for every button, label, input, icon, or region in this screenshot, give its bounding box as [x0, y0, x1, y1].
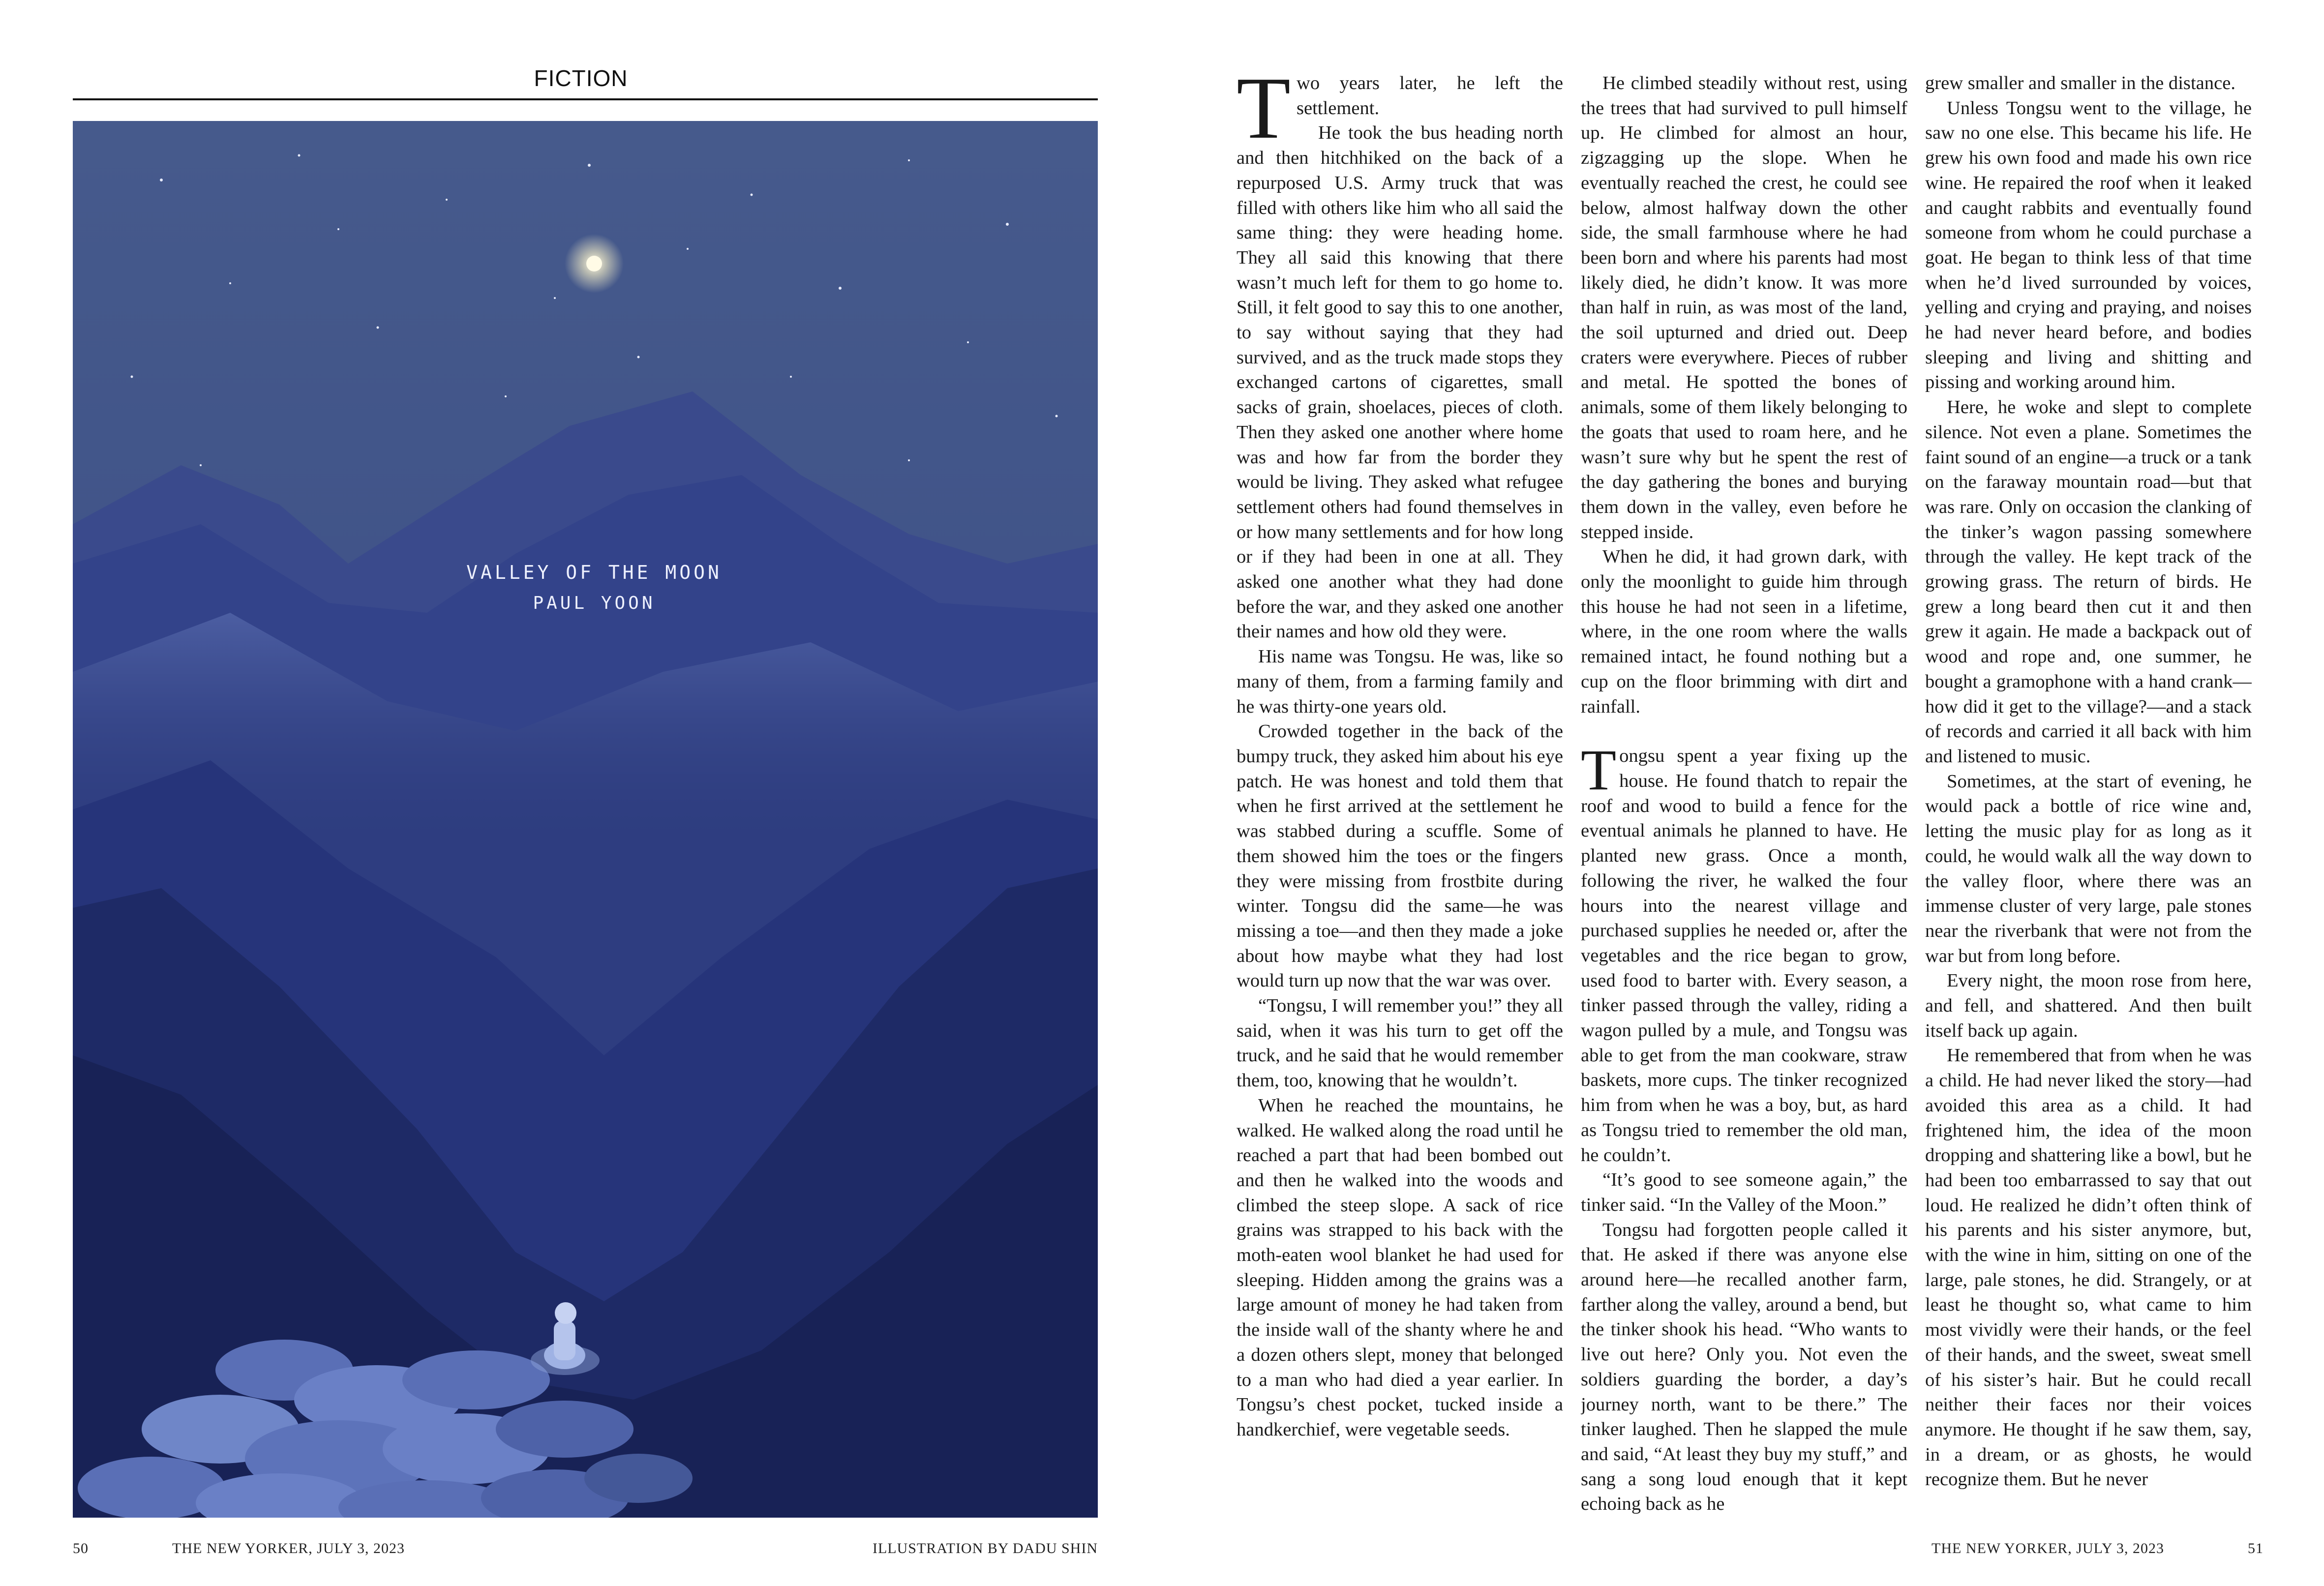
publication-left: THE NEW YORKER, JULY 3, 2023	[172, 1540, 405, 1556]
night-mountain-illustration	[73, 121, 1098, 1518]
paragraph: Two years later, he left the settlement.	[1237, 71, 1563, 157]
paragraph: Tongsu spent a year fixing up the house. He found thatch to repair the roof and wood to build a fence for the eventual animals he planned to have. He planted new grass. Once a month, following the river, he walked the four hours into the nearest village and purchased supplies he needed or, after the vegetables and the rice began to grow, used food to barter with. Every season, a tinker passed through the valley, riding a wagon pulled by a mule, and Tongsu was able to get from the man cookware, straw baskets, more cups. The tinker recognized him from when he was a boy, but, as hard as Tongsu tried to remember the old man, he couldn’t.	[1581, 738, 1907, 1166]
paragraph: Sometimes, at the start of evening, he would pack a bottle of rice wine and, letting the music play for as long as it could, he would walk all the way down to the valley floor, where there was an immense cluster of very large, pale stones near the riverbank that were not from the war but from long before.	[1925, 771, 2252, 966]
paragraph: His name was Tongsu. He was, like so many of them, from a farming family and he was thirty-one years old.	[1237, 646, 1563, 717]
paragraph: He took the bus heading north and then hitchhiked on the back of a repurposed U.S. Army truck that was filled with others like him who all said the same thing: they were heading home. They all said this knowing that there wasn’t much left for them to go home to. Still, it felt good to say this to one another, to say without saying that they had survived, and as the truck made stops they exchanged cartons of cigarettes, small sacks of grain, shoelaces, pieces of cloth. Then they asked one another where home was and how far from the border they would be living. They asked what refugee settlement others had found themselves in or how many settlements and for how long or if they had been in one at all. They asked one another what they had done before the war, and they asked one another their names and how old they were.	[1237, 122, 1563, 642]
paragraph: He remembered that from when he was a child. He had never liked the story—had avoided this area as a child. It had frightened him, the idea of the moon dropping and shattering like a bowl, but he had been too embarrassed to say that out loud. He realized he didn’t often think of his parents and his sister anymore, but, with the wine in him, sitting on one of the large, pale stones, he did. Strangely, or at least he thought so, what came to him most vividly were their hands, or the feel of their hands, and the sweet, sweat smell of his sister’s hair. But he could recall neither their faces nor their voices anymore. He thought if he saw them, say, in a dream, or as ghosts, he would recognize them. But he never	[1925, 1045, 2252, 1490]
illustration-credit: ILLUSTRATION BY DADU SHIN	[872, 1540, 1098, 1556]
paragraph: He climbed steadily without rest, using the trees that had survived to pull himself up. He climbed for almost an hour, zigzagging up the slope. When he eventually reached the crest, he could see below, almost halfway down the other side, the small farmhouse where he had been born and where his parents had most likely died, he didn’t know. It was more than half in ruin, as was most of the land, the soil upturned and dried out. Deep craters were everywhere. Pieces of rubber and metal. He spotted the bones of animals, some of them likely belonging to the goats that used to roam here, and he wasn’t sure why but he spent the rest of the day gathering the bones and burying them down in the valley, even before he stepped inside.	[1581, 73, 1907, 542]
column-3	[1925, 71, 2252, 1526]
paragraph: When he did, it had grown dark, with only the moonlight to guide him through this house he had not seen in a lifetime, where, in the one room where the walls remained intact, he found nothing but a cup on the floor brimming with dirt and rainfall.	[1581, 546, 1907, 717]
paragraph: “Tongsu, I will remember you!” they all said, when it was his turn to get off the truck, and he said that he would remember them, too, knowing that he wouldn’t.	[1237, 995, 1563, 1091]
paragraph: Tongsu had forgotten people called it that. He asked if there was anyone else around here—he recalled another farm, farther along the valley, around a bend, but the tinker shook his head. “Who wants to live out here? Only you. Not even the soldiers guarding the border, a day’s journey north, want to be there.” The tinker laughed. Then he slapped the mule and said, “At least they buy my stuff,” and sang a song loud enough that it kept echoing back as he	[1581, 1219, 1907, 1515]
paragraph: Unless Tongsu went to the village, he saw no one else. This became his life. He grew his own food and made his own rice wine. He repaired the roof when it leaked and caught rabbits and eventually found someone from whom he could purchase a goat. He began to think less of that time when he’d lived surrounded by voices, yelling and crying and praying, and noises he had never heard before, and bodies sleeping and living and shitting and pissing and working around him.	[1925, 97, 2252, 393]
column-2	[1581, 71, 1907, 1526]
illustration-author: PAUL YOON	[533, 593, 656, 613]
illustration	[73, 121, 1098, 1518]
paragraph: “It’s good to see someone again,” the tinker said. “In the Valley of the Moon.”	[1581, 1169, 1907, 1215]
paragraph: Every night, the moon rose from here, and fell, and shattered. And then built itself back up again.	[1925, 970, 2252, 1041]
illustration-title: VALLEY OF THE MOON	[466, 562, 722, 583]
drop-cap: T	[1237, 71, 1291, 157]
paragraph: Crowded together in the back of the bumpy truck, they asked him about his eye patch. He was honest and told them that when he first arrived at the settlement he was stabbed during a scuffle. Some of them showed him the toes or the fingers they were missing from frostbite during winter. Tongsu did the same—he was missing a toe—and then they made a joke about how maybe what they had lost would turn up now that the war was over.	[1237, 721, 1563, 991]
text-columns	[1237, 71, 2252, 1526]
page-number-right: 51	[2248, 1540, 2264, 1556]
paragraph: When he reached the mountains, he walked. He walked along the road until he reached a part that had been bombed out and then he walked into the woods and climbed the steep slope. A sack of rice grains was strapped to his back with the moth-eaten wool blanket he had used for sleeping. Hidden among the grains was a large amount of money he had taken from the inside wall of the shanty where he and a dozen others slept, money that belonged to a man who had died a year earlier. In Tongsu’s chest pocket, tucked inside a handkerchief, were vegetable seeds.	[1237, 1095, 1563, 1440]
drop-cap: T	[1581, 738, 1617, 803]
paragraph: Here, he woke and slept to complete silence. Not even a plane. Sometimes the faint sound of an engine—a truck or a tank on the faraway mountain road—but that was rare. Only on occasion the clanking of the tinker’s wagon passing somewhere through the valley. He kept track of the growing grass. The return of birds. He grew a long beard then cut it and then grew it again. He made a backpack out of wood and rope and, one summer, he bought a gramophone with a hand crank—how did it get to the village?—and a stack of records and carried it all back with him and listened to music.	[1925, 397, 2252, 767]
page-number-left: 50	[73, 1540, 89, 1556]
paragraph: grew smaller and smaller in the distance.	[1925, 73, 2235, 93]
publication-right: THE NEW YORKER, JULY 3, 2023	[1932, 1540, 2165, 1556]
section-label: FICTION	[534, 65, 628, 91]
right-page	[1162, 0, 2324, 1586]
header-rule	[73, 98, 1098, 100]
column-1	[1237, 71, 1563, 1526]
